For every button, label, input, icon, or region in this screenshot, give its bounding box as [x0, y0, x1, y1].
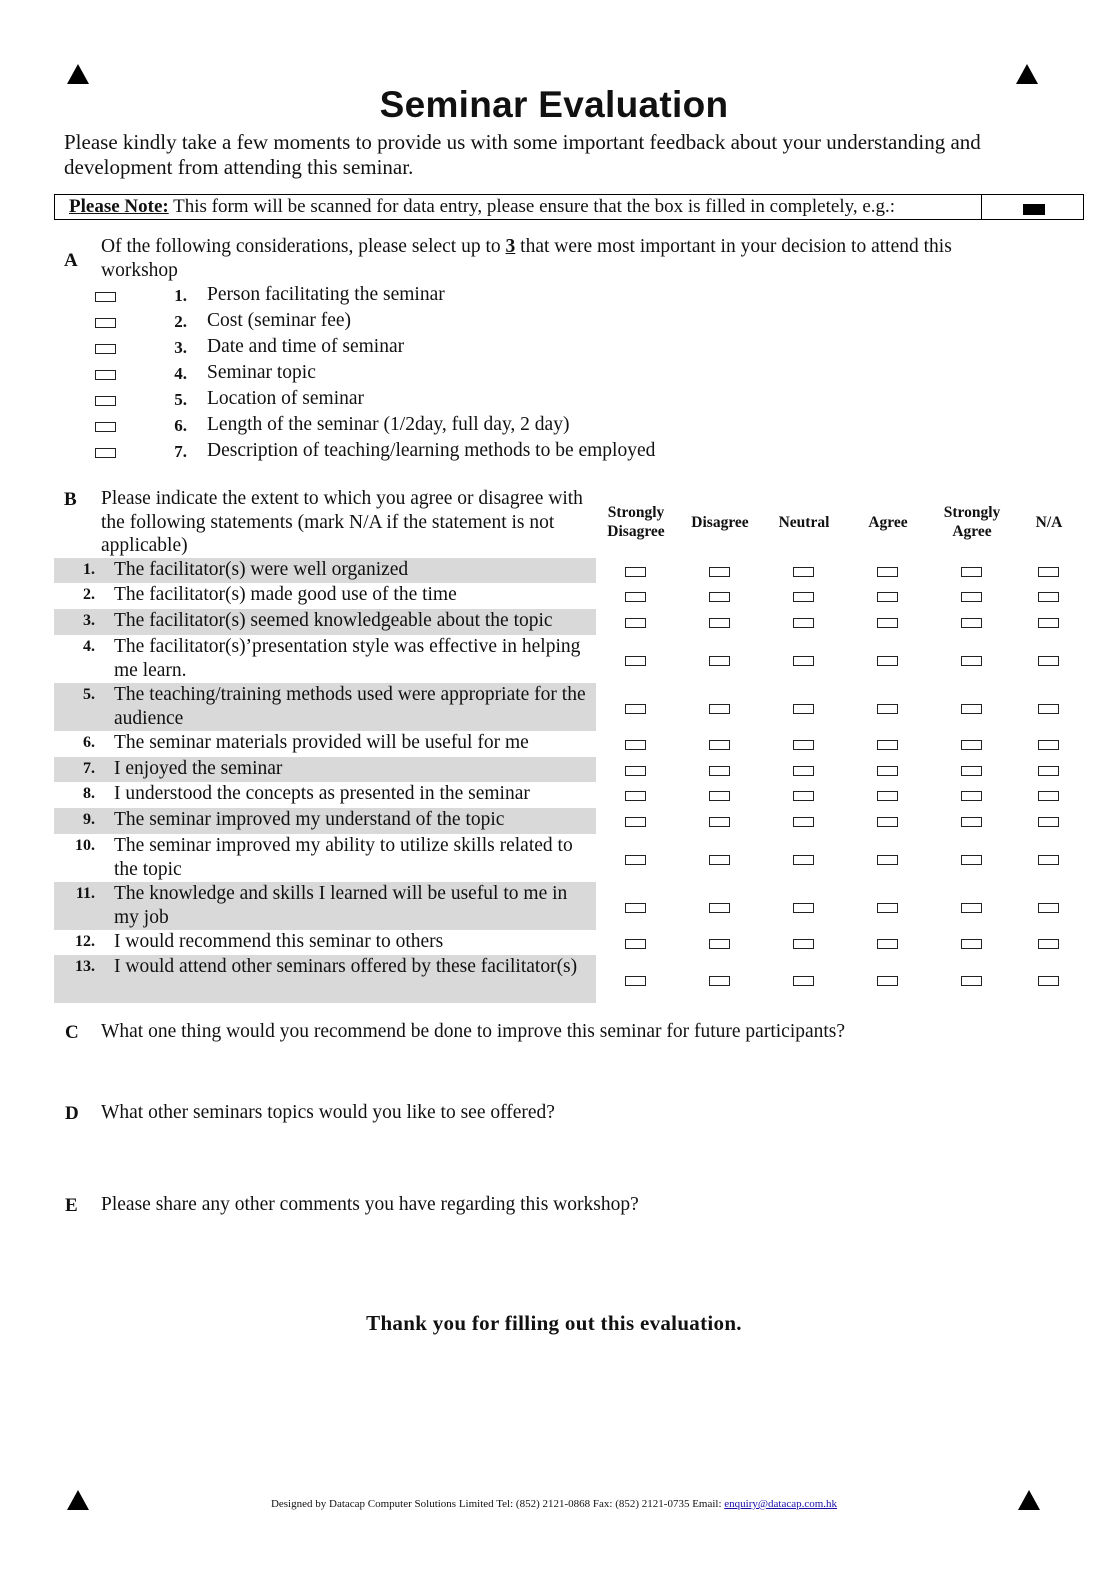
- rating-checkbox[interactable]: [625, 740, 646, 750]
- rating-checkbox[interactable]: [709, 855, 730, 865]
- rating-column-header: [594, 503, 678, 541]
- option-checkbox[interactable]: [95, 422, 116, 432]
- option-checkbox[interactable]: [95, 318, 116, 328]
- statement-number: 11.: [75, 885, 95, 902]
- rating-checkbox[interactable]: [709, 976, 730, 986]
- rating-checkbox[interactable]: [625, 939, 646, 949]
- thank-you-message: Thank you for filling out this evaluation.: [366, 1311, 742, 1335]
- rating-checkbox[interactable]: [625, 817, 646, 827]
- statement-text: I would recommend this seminar to others: [114, 931, 444, 952]
- column-header-line: Agree: [952, 523, 992, 540]
- rating-checkbox[interactable]: [877, 817, 898, 827]
- option-label: Seminar topic: [207, 362, 316, 383]
- statement-text: The facilitator(s) made good use of the time: [114, 584, 457, 605]
- column-header-line: Neutral: [778, 514, 830, 531]
- rating-checkbox[interactable]: [961, 903, 982, 913]
- statement-number: 4.: [83, 638, 95, 655]
- rating-checkbox[interactable]: [961, 976, 982, 986]
- rating-checkbox[interactable]: [793, 855, 814, 865]
- rating-checkbox[interactable]: [709, 766, 730, 776]
- rating-checkbox[interactable]: [1038, 903, 1059, 913]
- rating-checkbox[interactable]: [1038, 740, 1059, 750]
- rating-checkbox[interactable]: [877, 704, 898, 714]
- rating-column-header: [678, 513, 762, 532]
- registration-mark-top-left-icon: [67, 64, 89, 84]
- rating-checkbox[interactable]: [625, 766, 646, 776]
- rating-checkbox[interactable]: [1038, 656, 1059, 666]
- rating-checkbox[interactable]: [961, 592, 982, 602]
- footer-text: Designed by Datacap Computer Solutions Limited Tel: (852) 2121-0868 Fax: (852) 2121-0735 Email:: [270, 1498, 725, 1510]
- rating-checkbox[interactable]: [709, 903, 730, 913]
- statement-text: I understood the concepts as presented in the seminar: [114, 783, 530, 804]
- statement-text: I enjoyed the seminar: [114, 758, 283, 779]
- rating-checkbox[interactable]: [877, 939, 898, 949]
- rating-checkbox[interactable]: [961, 791, 982, 801]
- statement-number: 12.: [75, 933, 95, 950]
- option-checkbox[interactable]: [95, 448, 116, 458]
- section-c-question: What one thing would you recommend be done to improve this seminar for future participants?: [101, 1021, 846, 1042]
- column-header-line: Agree: [868, 514, 908, 531]
- option-label: Cost (seminar fee): [207, 310, 352, 331]
- note-divider: [981, 195, 982, 219]
- rating-checkbox[interactable]: [1038, 766, 1059, 776]
- rating-checkbox[interactable]: [793, 976, 814, 986]
- statement-number: 3.: [83, 612, 95, 629]
- option-number: 6.: [174, 416, 187, 435]
- rating-checkbox[interactable]: [625, 567, 646, 577]
- column-header-line: Strongly: [943, 504, 1001, 521]
- column-header-line: Disagree: [607, 523, 665, 540]
- option-label: Person facilitating the seminar: [207, 284, 445, 305]
- section-a-question: Of the following considerations, please select up to 3 that were most important in your decision to attend this workshop: [101, 236, 952, 281]
- rating-checkbox[interactable]: [793, 740, 814, 750]
- rating-checkbox[interactable]: [961, 656, 982, 666]
- intro-text: Please kindly take a few moments to provide us with some important feedback about your understanding and development from attending this seminar.: [64, 130, 981, 179]
- rating-checkbox[interactable]: [709, 618, 730, 628]
- rating-checkbox[interactable]: [1038, 791, 1059, 801]
- rating-checkbox[interactable]: [877, 740, 898, 750]
- rating-checkbox[interactable]: [625, 656, 646, 666]
- statement-text: The seminar materials provided will be useful for me: [114, 732, 529, 753]
- rating-checkbox[interactable]: [709, 791, 730, 801]
- statement-text: The seminar improved my understand of the topic: [114, 809, 505, 830]
- rating-column-header: [1007, 513, 1091, 532]
- rating-checkbox[interactable]: [709, 817, 730, 827]
- section-d-letter: D: [65, 1103, 79, 1124]
- section-b-letter: B: [64, 489, 77, 510]
- rating-checkbox[interactable]: [709, 740, 730, 750]
- statement-text: The knowledge and skills I learned will be useful to me in my job: [114, 883, 568, 928]
- option-number: 5.: [174, 390, 187, 409]
- section-b-question: Please indicate the extent to which you agree or disagree with the following statements (mark N/A if the statement is not applicable): [101, 488, 583, 556]
- option-number: 7.: [174, 442, 187, 461]
- option-label: Length of the seminar (1/2day, full day, 2 day): [207, 414, 570, 435]
- option-number: 1.: [174, 286, 187, 305]
- statement-text: The facilitator(s) seemed knowledgeable about the topic: [114, 610, 553, 631]
- option-label: Location of seminar: [207, 388, 365, 409]
- option-checkbox[interactable]: [95, 344, 116, 354]
- rating-column-header: [930, 503, 1014, 541]
- section-a-letter: A: [64, 250, 78, 271]
- section-e-letter: E: [65, 1195, 78, 1216]
- rating-checkbox[interactable]: [709, 656, 730, 666]
- rating-checkbox[interactable]: [793, 817, 814, 827]
- statement-number: 5.: [83, 686, 95, 703]
- page-title: Seminar Evaluation: [379, 84, 729, 125]
- rating-checkbox[interactable]: [961, 766, 982, 776]
- rating-checkbox[interactable]: [1038, 817, 1059, 827]
- section-d-question: What other seminars topics would you like to see offered?: [101, 1102, 555, 1123]
- rating-column-header: [762, 513, 846, 532]
- rating-checkbox[interactable]: [625, 855, 646, 865]
- rating-checkbox[interactable]: [709, 567, 730, 577]
- rating-checkbox[interactable]: [793, 618, 814, 628]
- note-label: Please Note:: [69, 196, 169, 217]
- rating-checkbox[interactable]: [625, 592, 646, 602]
- rating-checkbox[interactable]: [961, 939, 982, 949]
- rating-checkbox[interactable]: [793, 939, 814, 949]
- statement-number: 1.: [83, 561, 95, 578]
- rating-checkbox[interactable]: [961, 704, 982, 714]
- rating-checkbox[interactable]: [877, 592, 898, 602]
- rating-checkbox[interactable]: [625, 704, 646, 714]
- rating-checkbox[interactable]: [1038, 567, 1059, 577]
- note-text: This form will be scanned for data entry, please ensure that the box is filled in completely, e.g.:: [168, 196, 896, 217]
- statement-text: I would attend other seminars offered by these facilitator(s): [114, 956, 578, 977]
- rating-checkbox[interactable]: [709, 939, 730, 949]
- rating-checkbox[interactable]: [709, 592, 730, 602]
- statement-number: 7.: [83, 760, 95, 777]
- rating-checkbox[interactable]: [877, 791, 898, 801]
- column-header-line: N/A: [1035, 514, 1063, 531]
- option-checkbox[interactable]: [95, 292, 116, 302]
- rating-checkbox[interactable]: [625, 903, 646, 913]
- rating-checkbox[interactable]: [877, 567, 898, 577]
- section-c-letter: C: [65, 1022, 79, 1043]
- rating-checkbox[interactable]: [1038, 939, 1059, 949]
- option-number: 2.: [174, 312, 187, 331]
- select-count: 3: [505, 236, 516, 257]
- statement-number: 13.: [75, 958, 95, 975]
- rating-column-header: [846, 513, 930, 532]
- statement-text: The facilitator(s)’presentation style was effective in helping me learn.: [114, 636, 581, 681]
- statement-number: 9.: [83, 811, 95, 828]
- rating-checkbox[interactable]: [961, 618, 982, 628]
- rating-checkbox[interactable]: [877, 618, 898, 628]
- rating-checkbox[interactable]: [793, 656, 814, 666]
- option-checkbox[interactable]: [95, 396, 116, 406]
- rating-checkbox[interactable]: [877, 976, 898, 986]
- column-header-line: Disagree: [691, 514, 749, 531]
- column-header-line: Strongly: [607, 504, 665, 521]
- section-e-question: Please share any other comments you have regarding this workshop?: [101, 1194, 639, 1215]
- registration-mark-top-right-icon: [1016, 64, 1038, 84]
- footer: [0, 1498, 1108, 1510]
- rating-checkbox[interactable]: [709, 704, 730, 714]
- option-number: 3.: [174, 338, 187, 357]
- rating-checkbox[interactable]: [625, 618, 646, 628]
- rating-checkbox[interactable]: [877, 766, 898, 776]
- scan-note-box: [54, 194, 1084, 220]
- statement-text: The seminar improved my ability to utilize skills related to the topic: [114, 835, 573, 880]
- filled-box-example-icon: [1023, 204, 1045, 215]
- rating-checkbox[interactable]: [961, 817, 982, 827]
- rating-checkbox[interactable]: [1038, 855, 1059, 865]
- rating-checkbox[interactable]: [877, 903, 898, 913]
- option-label: Date and time of seminar: [207, 336, 405, 357]
- statement-text: The facilitator(s) were well organized: [114, 559, 409, 580]
- rating-checkbox[interactable]: [793, 903, 814, 913]
- rating-checkbox[interactable]: [793, 567, 814, 577]
- rating-checkbox[interactable]: [793, 791, 814, 801]
- rating-checkbox[interactable]: [877, 656, 898, 666]
- option-number: 4.: [174, 364, 187, 383]
- option-checkbox[interactable]: [95, 370, 116, 380]
- rating-checkbox[interactable]: [625, 976, 646, 986]
- rating-checkbox[interactable]: [877, 855, 898, 865]
- rating-checkbox[interactable]: [961, 567, 982, 577]
- statement-number: 8.: [83, 785, 95, 802]
- footer-email-link[interactable]: enquiry@datacap.com.hk: [724, 1498, 838, 1510]
- rating-checkbox[interactable]: [1038, 704, 1059, 714]
- rating-checkbox[interactable]: [793, 704, 814, 714]
- rating-checkbox[interactable]: [793, 766, 814, 776]
- statement-text: The teaching/training methods used were appropriate for the audience: [114, 684, 586, 729]
- rating-checkbox[interactable]: [961, 740, 982, 750]
- statement-number: 2.: [83, 586, 95, 603]
- statement-number: 6.: [83, 734, 95, 751]
- option-label: Description of teaching/learning methods to be employed: [207, 440, 656, 461]
- rating-checkbox[interactable]: [961, 855, 982, 865]
- statement-number: 10.: [75, 837, 95, 854]
- rating-checkbox[interactable]: [1038, 976, 1059, 986]
- rating-checkbox[interactable]: [1038, 618, 1059, 628]
- rating-checkbox[interactable]: [1038, 592, 1059, 602]
- rating-checkbox[interactable]: [793, 592, 814, 602]
- rating-checkbox[interactable]: [625, 791, 646, 801]
